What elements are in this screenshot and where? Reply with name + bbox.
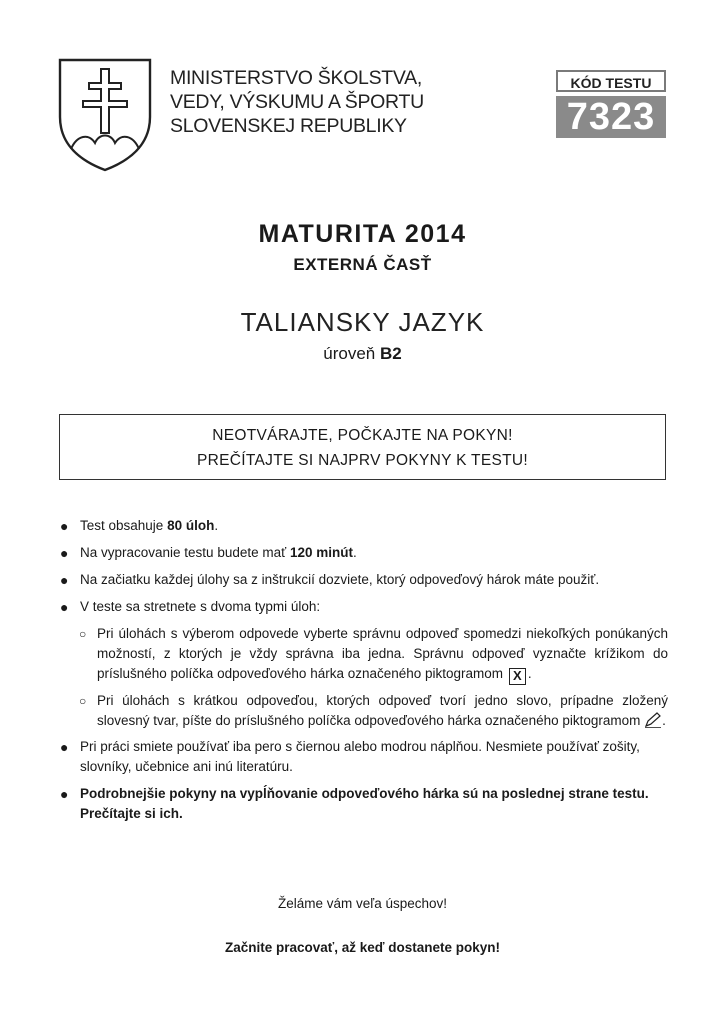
exam-level — [0, 344, 725, 364]
test-code-value: 7323 — [556, 96, 666, 138]
bullet-icon: ● — [60, 545, 69, 561]
start-instruction: Začnite pracovať, až keď dostanete pokyn! — [224, 940, 500, 955]
exam-subject: TALIANSKY JAZYK — [240, 307, 485, 337]
sub-list-item — [60, 691, 668, 731]
level-value: B2 — [379, 344, 402, 363]
slovak-crest-icon — [57, 57, 153, 173]
bullet-icon: ● — [60, 786, 69, 802]
item-text: Test obsahuje — [80, 518, 168, 533]
item-text: . — [352, 545, 357, 560]
instruction-list — [60, 516, 668, 831]
list-item — [60, 784, 668, 824]
bullet-icon: ● — [60, 599, 69, 615]
warning-line-1: NEOTVÁRAJTE, POČKAJTE NA POKYN! — [212, 427, 513, 444]
item-text: V teste sa stretnete s dvoma typmi úloh: — [80, 599, 321, 614]
sub-list-item — [60, 624, 668, 685]
ministry-line-3: SLOVENSKEJ REPUBLIKY — [170, 115, 407, 137]
test-code-label: KÓD TESTU — [556, 70, 666, 92]
item-text: Na vypracovanie testu budete mať — [80, 545, 290, 560]
ministry-line-2: VEDY, VÝSKUMU A ŠPORTU — [170, 91, 424, 113]
exam-title: MATURITA 2014 — [258, 220, 467, 248]
circle-bullet-icon: ○ — [79, 627, 87, 641]
item-text: Pri práci smiete používať iba pero s čiernou alebo modrou náplňou. Nesmiete používať zošity, slovníky, učebnice ani inú literatúru. — [80, 739, 640, 774]
ministry-name — [170, 66, 424, 138]
checkbox-x-icon: X — [509, 668, 526, 685]
item-text: . — [662, 713, 666, 728]
item-text: . — [214, 518, 219, 533]
bullet-icon: ● — [60, 739, 69, 755]
warning-box — [59, 414, 666, 480]
test-code-box — [556, 70, 666, 138]
exam-subtitle: EXTERNÁ ČASŤ — [293, 255, 432, 274]
list-item — [60, 737, 668, 777]
item-text: Pri úlohách s výberom odpovede vyberte správnu odpoveď spomedzi niekoľkých ponúkaných možností, z ktorých je vždy správna iba jedna. Správnu odpoveď vyznačte krížikom do príslušného políčka odpoveďového hárka označeného piktogramom — [97, 626, 668, 681]
circle-bullet-icon: ○ — [79, 694, 87, 708]
item-text: Na začiatku každej úlohy sa z inštrukcií dozviete, ktorý odpoveďový hárok máte použiť. — [80, 572, 600, 587]
item-text: Podrobnejšie pokyny na vypĺňovanie odpoveďového hárka sú na poslednej strane testu. Prečítajte si ich. — [80, 786, 649, 821]
pencil-icon — [644, 712, 662, 728]
item-text: . — [527, 666, 532, 681]
bullet-icon: ● — [60, 572, 69, 588]
ministry-line-1: MINISTERSTVO ŠKOLSTVA, — [170, 67, 423, 89]
bullet-icon: ● — [60, 518, 69, 534]
item-text: Pri úlohách s krátkou odpoveďou, ktorých odpoveď tvorí jedno slovo, prípadne zložený slovesný tvar, píšte do príslušného políčka odpoveďového hárka označeného piktogramom — [97, 693, 668, 728]
list-item — [60, 570, 668, 590]
list-item — [60, 516, 668, 536]
good-luck-text: Želáme vám veľa úspechov! — [277, 896, 447, 911]
item-bold: 120 minút — [289, 545, 353, 560]
item-bold: 80 úloh — [167, 518, 215, 533]
level-prefix: úroveň — [323, 344, 376, 363]
warning-line-2: PREČÍTAJTE SI NAJPRV POKYNY K TESTU! — [197, 452, 528, 469]
list-item — [60, 597, 668, 617]
list-item — [60, 543, 668, 563]
